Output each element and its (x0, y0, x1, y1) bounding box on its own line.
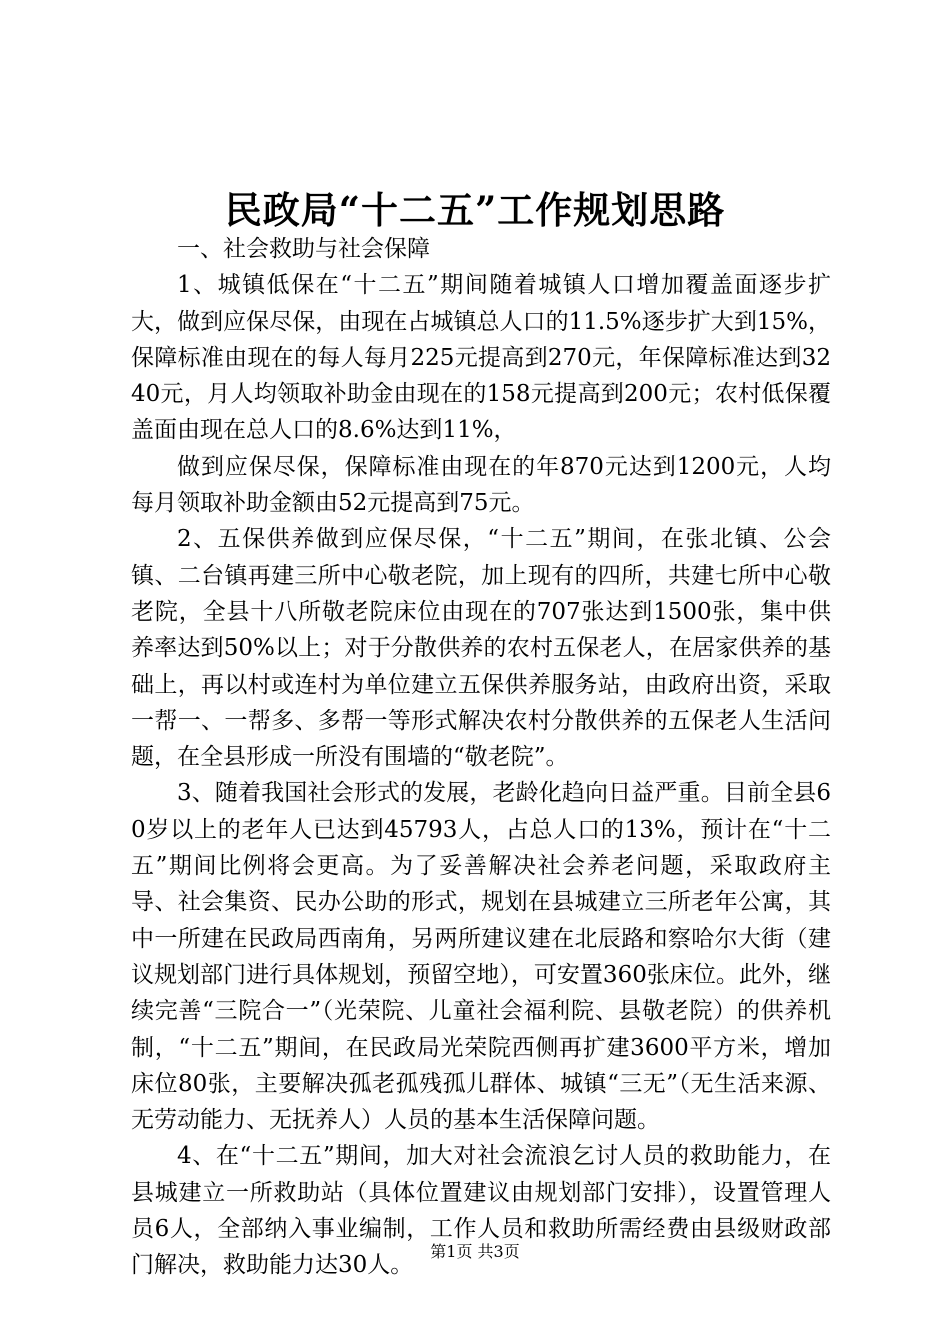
paragraph-urban-minimum-living: 1、城镇低保在“十二五”期间随着城镇人口增加覆盖面逐步扩大，做到应保尽保，由现在占城镇总人口的11.5%逐步扩大到15%，保障标准由现在的每人每月225元提高到270元，年保障标准达到3240元，月人均领取补助金由现在的158元提高到200元；农村低保覆盖面由现在总人口的8.6%达到11%， (131, 272, 831, 444)
document-title: 民政局“十二五”工作规划思路 (224, 188, 726, 232)
paragraph-elderly-care: 3、随着我国社会形式的发展，老龄化趋向日益严重。目前全县60岁以上的老年人已达到45793人，占总人口的13%，预计在“十二五”期间比例将会更高。为了妥善解决社会养老问题，采取政府主导、社会集资、民办公助的形式，规划在县城建立三所老年公寓，其中一所建在民政局西南角，另两所建议建在北辰路和察哈尔大街（建议规划部门进行具体规划，预留空地），可安置360张床位。此外，继续完善“三院合一”（光荣院、儿童社会福利院、县敬老院）的供养机制，“十二五”期间，在民政局光荣院西侧再扩建3600平方米，增加床位80张，主要解决孤老孤残孤儿群体、城镇“三无”（无生活来源、无劳动能力、无抚养人）人员的基本生活保障问题。 (131, 780, 831, 1134)
paragraph-rural-coverage: 做到应保尽保，保障标准由现在的年870元达到1200元，人均每月领取补助金额由52元提高到75元。 (131, 453, 831, 517)
page-footer: 第1页 共3页 (430, 1242, 520, 1261)
document-body (131, 231, 831, 1284)
paragraph-vagrant-relief: 4、在“十二五”期间，加大对社会流浪乞讨人员的救助能力，在县城建立一所救助站（具体位置建议由规划部门安排），设置管理人员6人，全部纳入事业编制，工作人员和救助所需经费由县级财政部门解决，救助能力达30人。 (131, 1143, 831, 1279)
paragraph-five-guarantees: 2、五保供养做到应保尽保，“十二五”期间，在张北镇、公会镇、二台镇再建三所中心敬老院，加上现有的四所，共建七所中心敬老院，全县十八所敬老院床位由现在的707张达到1500张，集中供养率达到50%以上；对于分散供养的农村五保老人，在居家供养的基础上，再以村或连村为单位建立五保供养服务站，由政府出资，采取一帮一、一帮多、多帮一等形式解决农村分散供养的五保老人生活问题，在全县形成一所没有围墙的“敬老院”。 (131, 526, 831, 771)
section-heading: 一、社会救助与社会保障 (177, 236, 430, 262)
